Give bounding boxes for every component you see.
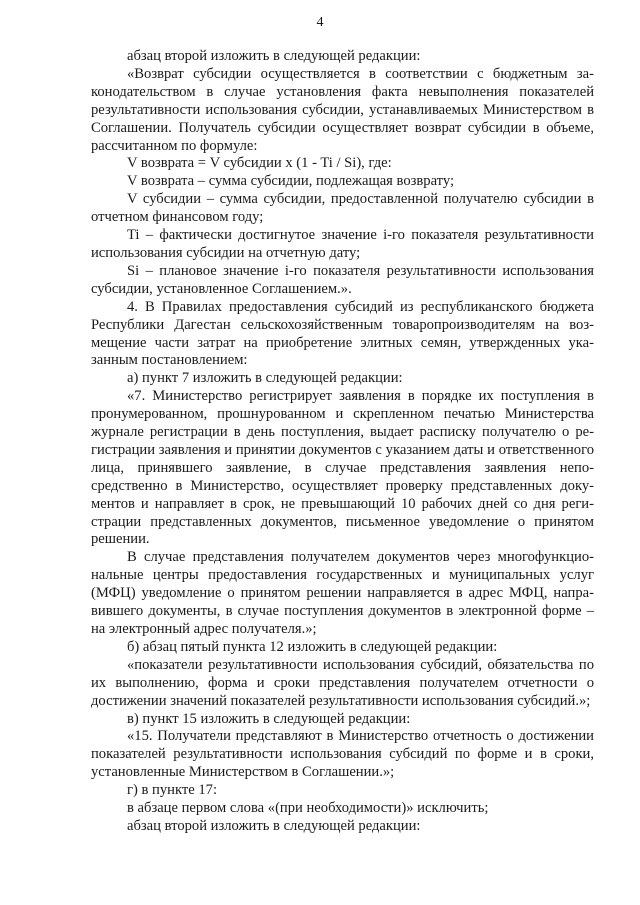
paragraph: «7. Министерство регистрирует заявления в порядке их поступления в пронумерованном, прошнурованном и скрепленном печатью Министерства журнале регистрации в день поступления, выдает расписку получателю о регистрации заявления и принятии документов с указанием даты и ответственного лица, принявшего заявление, в случае представления заявления непосредственно в Министерство, осуществляет проверку представленных документов и направляет в срок, не превышающий 10 рабочих дней со дня регистрации представленных документов, письменное уведомление о принятом решении. [91, 388, 594, 548]
definition-line: Si – плановое значение i-го показателя результативности использования субсидии, установленное Соглашением.». [91, 262, 594, 297]
page-number: 4 [316, 15, 324, 30]
paragraph: «15. Получатели представляют в Министерство отчетность о достижении показателей результативности использования субсидий по форме и в сроки, установленные Министерством в Соглашении.»; [91, 728, 594, 781]
definition-line: V возврата – сумма субсидии, подлежащая возврату; [127, 173, 455, 190]
paragraph: «Возврат субсидии осуществляется в соответствии с бюджетным законодательством в случае установления факта невыполнения показателей результативности использования субсидии, устанавливаемых Министерством в Соглашении. Получатель субсидии осуществляет возврат субсидии в объеме, рассчитанном по формуле: [91, 65, 594, 154]
paragraph: в) пункт 15 изложить в следующей редакции: [127, 710, 411, 727]
paragraph: а) пункт 7 изложить в следующей редакции: [127, 370, 403, 387]
formula-line: V возврата = V субсидии x (1 - Ti / Si), где: [127, 155, 392, 172]
paragraph: 4. В Правилах предоставления субсидий из республиканского бюджета Республики Дагестан сельскохозяйственным товаропроизводителям на возмещение части затрат на приобретение элитных семян, утвержденных указанным постановлением: [91, 298, 594, 369]
paragraph: В случае представления получателем документов через многофункциональные центры предоставления государственных и муниципальных услуг (МФЦ) уведомление о принятом решении направляется в адрес МФЦ, направившего документы, в случае поступления документов в электронной форме – на электронный адрес получателя.»; [91, 549, 594, 637]
paragraph: б) абзац пятый пункта 12 изложить в следующей редакции: [127, 638, 498, 655]
paragraph: г) в пункте 17: [127, 782, 217, 799]
paragraph: абзац второй изложить в следующей редакции: [127, 817, 421, 834]
paragraph: «показатели результативности использования субсидий, обязательства по их выполнению, форма и сроки представления получателем отчетности о достижении значений показателей результативности использования субсидий.»; [91, 656, 594, 709]
document-body [91, 48, 594, 836]
paragraph: абзац второй изложить в следующей редакции: [127, 48, 421, 64]
paragraph: в абзаце первом слова «(при необходимости)» исключить; [127, 800, 489, 817]
definition-line: V субсидии – сумма субсидии, предоставленной получателю субсидии в отчетном финансовом году; [91, 191, 594, 226]
definition-line: Ti – фактически достигнутое значение i-го показателя результативности использования субсидии на отчетную дату; [91, 227, 594, 261]
